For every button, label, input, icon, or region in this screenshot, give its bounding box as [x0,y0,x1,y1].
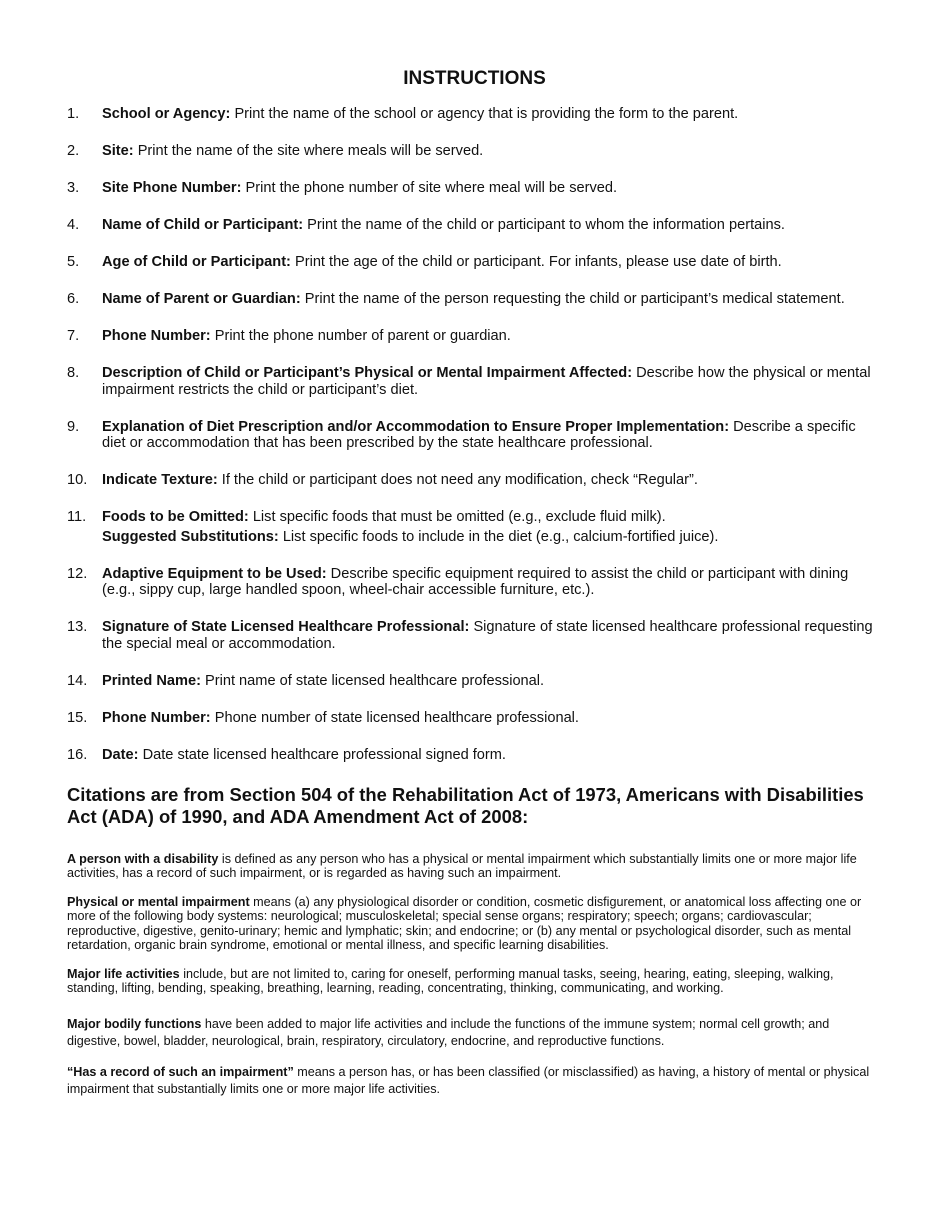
instruction-item [67,143,882,160]
item-label: Name of Child or Participant: [102,217,304,233]
definition-paragraph [67,967,882,996]
item-label: Description of Child or Participant’s Physical or Mental Impairment Affected: [102,365,633,381]
item-text: Describe a specific diet or accommodation that has been prescribed by the state healthcare professional. [102,418,856,451]
item-number: 12. [67,565,88,582]
definition-text: include, but are not limited to, caring for oneself, performing manual tasks, seeing, hearing, eating, sleeping, walking, standing, lifting, bending, speaking, breathing, learning, reading, concentrating, thinking, communicating, and working. [67,966,834,995]
page-title: INSTRUCTIONS [403,68,546,89]
item-number: 4. [67,217,80,233]
item-text: Print name of state licensed healthcare professional. [205,672,545,689]
definition-text: means (a) any physiological disorder or condition, cosmetic disfigurement, or anatomical loss affecting one or more of the following body systems: neurological; musculoskeletal; special sense organs; respiratory; speech; organs; cardiovascular; reproductive, digestive, genito-urinary; hemic and lymphatic; skin; and endocrine; or (b) any mental or psychological disorder, such as mental retardation, organic brain syndrome, emotional or mental illness, and specific learning disabilities. [67,894,862,952]
definition-text: means a person has, or has been classified (or misclassified) as having, a history of mental or physical impairment that substantially limits one or more major life activities. [67,1064,870,1096]
instruction-item [67,419,882,452]
item-label: Site: [102,143,134,159]
instruction-item [67,328,882,345]
item-label: School or Agency: [102,106,231,122]
definition-term: A person with a disability [67,851,219,866]
instruction-item [67,254,882,271]
item-text: If the child or participant does not need any modification, check “Regular”. [221,472,698,488]
item-label: Age of Child or Participant: [102,254,291,270]
item-text: Print the name of the child or participant to whom the information pertains. [307,217,785,233]
item-text: Print the name of the school or agency that is providing the form to the parent. [234,106,739,122]
sub-line [102,529,882,546]
citation-heading: Citations are from Section 504 of the Rehabilitation Act of 1973, Americans with Disabilities Act (ADA) of 1990, and ADA Amendment Act of 2008: [67,783,864,827]
item-number: 7. [67,328,80,344]
definition-paragraph [67,1064,882,1098]
item-sub-label: Suggested Substitutions: [102,528,279,545]
instruction-item [67,619,882,652]
instruction-item [67,509,882,545]
definition-term: Major bodily functions [67,1016,202,1031]
item-label: Date: [102,746,139,763]
item-text: Print the phone number of parent or guardian. [214,328,511,344]
definition-text: have been added to major life activities and include the functions of the immune system; normal cell growth; and digestive, bowel, bladder, neurological, brain, respiratory, circulatory, endocrine, and reproductive functions. [67,1016,830,1048]
item-text: Signature of state licensed healthcare professional requesting the special meal or accommodation. [102,619,873,652]
definition-paragraph [67,895,882,953]
item-number: 5. [67,254,80,270]
definition-text: is defined as any person who has a physical or mental impairment which substantially limits one or more major life activities, has a record of such impairment, or is regarded as having such an impairment. [67,851,857,880]
item-number: 13. [67,619,88,635]
item-number: 3. [67,180,80,196]
item-number: 9. [67,418,80,435]
instruction-item [67,673,882,690]
item-label: Indicate Texture: [102,472,218,488]
instruction-item [67,365,882,398]
item-number: 1. [67,106,80,122]
item-text: Print the name of the person requesting the child or participant’s medical statement. [304,291,845,307]
item-number: 14. [67,672,88,689]
item-label: Foods to be Omitted: [102,509,249,525]
item-label: Phone Number: [102,709,211,726]
item-label: Phone Number: [102,328,211,344]
item-label: Adaptive Equipment to be Used: [102,565,327,582]
item-label: Signature of State Licensed Healthcare Professional: [102,619,470,635]
item-number: 8. [67,365,80,381]
definition-term: Major life activities [67,966,180,981]
instruction-item [67,180,882,197]
item-number: 2. [67,143,80,159]
instructions-list [67,106,882,763]
item-text: Describe specific equipment required to assist the child or participant with dining (e.g., sippy cup, large handled spoon, wheel-chair accessible furniture, etc.). [102,565,849,598]
item-label: Site Phone Number: [102,180,242,196]
instruction-item [67,472,882,489]
item-text: Print the name of the site where meals will be served. [137,143,484,159]
item-text: Phone number of state licensed healthcare professional. [214,709,579,726]
instruction-item [67,566,882,599]
item-number: 6. [67,291,80,307]
instruction-item [67,710,882,727]
instruction-item [67,291,882,308]
definition-term: Physical or mental impairment [67,894,250,909]
definition-term: “Has a record of such an impairment” [67,1064,294,1079]
item-text: List specific foods that must be omitted (e.g., exclude fluid milk). [252,509,666,525]
item-sub-text: List specific foods to include in the diet (e.g., calcium-fortified juice). [282,528,719,545]
item-label: Name of Parent or Guardian: [102,291,301,307]
item-label: Printed Name: [102,672,201,689]
instruction-item [67,106,882,123]
instruction-item [67,217,882,234]
definition-paragraph [67,852,882,881]
item-number: 16. [67,746,88,763]
item-text: Print the age of the child or participant. For infants, please use date of birth. [294,254,782,270]
item-text: Date state licensed healthcare professional signed form. [142,746,506,763]
item-label: Explanation of Diet Prescription and/or Accommodation to Ensure Proper Implementation: [102,418,730,435]
item-text: Print the phone number of site where meal will be served. [245,180,618,196]
instruction-item [67,747,882,764]
item-text: Describe how the physical or mental impairment restricts the child or participant’s diet. [102,365,871,398]
item-number: 15. [67,709,88,726]
item-number: 11. [67,509,87,525]
definition-paragraph [67,1016,882,1050]
item-number: 10. [67,472,88,488]
document-page [67,66,882,1112]
